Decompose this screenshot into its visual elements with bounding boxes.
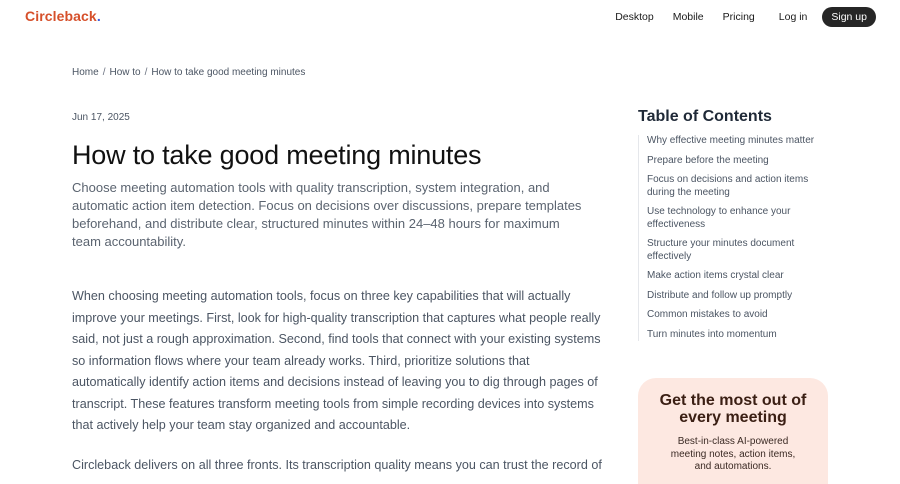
- article-paragraph: When choosing meeting automation tools, focus on three key capabilities that will actually improve your meetings. First, look for high-quality transcription that captures what people really said, not just a rough approximation. Second, find tools that connect with your existing systems so information flows where your team already works. Third, prioritize solutions that automatically identify action items and decisions instead of leaving you to dig through pages of transcript. These features transform meeting tools from simple recording devices into systems that actively help your team stay organized and accountable.: [72, 289, 601, 432]
- nav-links: [615, 7, 876, 27]
- toc-link-why-effective[interactable]: Why effective meeting minutes matter: [647, 135, 815, 146]
- article-summary: Choose meeting automation tools with quality transcription, system integration, and automatic action item detection. Focus on decisions over discussions, prepare templates beforehand, and distribute clear, structured minutes within 24–48 hours for maximum team accountability.: [72, 180, 582, 249]
- table-of-contents: [638, 108, 838, 348]
- toc-item: [647, 206, 838, 231]
- toc-item: [647, 155, 838, 168]
- login-link[interactable]: Log in: [778, 11, 808, 23]
- toc-item: [647, 290, 838, 303]
- toc-item: [647, 309, 838, 322]
- publish-date: Jun 17, 2025: [72, 112, 130, 123]
- toc-item: [647, 135, 838, 148]
- breadcrumb-separator: /: [144, 67, 148, 78]
- logo-dot: .: [96, 8, 101, 24]
- cta-description: Best-in-class AI-powered meeting notes, action items, and automations.: [670, 436, 796, 472]
- toc-link-momentum[interactable]: Turn minutes into momentum: [647, 328, 777, 340]
- toc-title: Table of Contents: [638, 108, 772, 125]
- page-title: How to take good meeting minutes: [72, 140, 482, 170]
- toc-link-action-items[interactable]: Make action items crystal clear: [647, 270, 784, 281]
- toc-link-distribute[interactable]: Distribute and follow up promptly: [647, 289, 793, 301]
- nav-pricing-link[interactable]: Pricing: [722, 11, 755, 23]
- toc-link-mistakes[interactable]: Common mistakes to avoid: [647, 309, 768, 320]
- breadcrumb-how-to[interactable]: How to: [109, 67, 141, 78]
- toc-link-use-technology[interactable]: Use technology to enhance your effectiveness: [647, 206, 791, 230]
- cta-card: [638, 378, 828, 484]
- cta-title: Get the most out of every meeting: [659, 392, 807, 426]
- breadcrumb: [72, 67, 305, 78]
- toc-item: [647, 270, 838, 283]
- toc-link-focus-decisions[interactable]: Focus on decisions and action items during the meeting: [647, 174, 809, 198]
- toc-item: [647, 174, 838, 199]
- toc-link-prepare[interactable]: Prepare before the meeting: [647, 154, 769, 166]
- breadcrumb-current[interactable]: How to take good meeting minutes: [151, 67, 306, 78]
- logo-text: Circleback: [25, 8, 97, 24]
- article-paragraph: Circleback delivers on all three fronts. Its transcription quality means you can trust the record of: [72, 458, 602, 472]
- toc-list: [638, 135, 838, 341]
- breadcrumb-home[interactable]: Home: [72, 67, 99, 78]
- top-navigation: [0, 0, 900, 34]
- toc-link-structure[interactable]: Structure your minutes document effectively: [647, 238, 795, 262]
- toc-item: [647, 329, 838, 342]
- nav-desktop-link[interactable]: Desktop: [615, 11, 654, 23]
- nav-mobile-link[interactable]: Mobile: [672, 11, 704, 23]
- logo[interactable]: [25, 8, 101, 24]
- toc-item: [647, 238, 838, 263]
- signup-button[interactable]: Sign up: [822, 7, 876, 27]
- breadcrumb-separator: /: [102, 67, 106, 78]
